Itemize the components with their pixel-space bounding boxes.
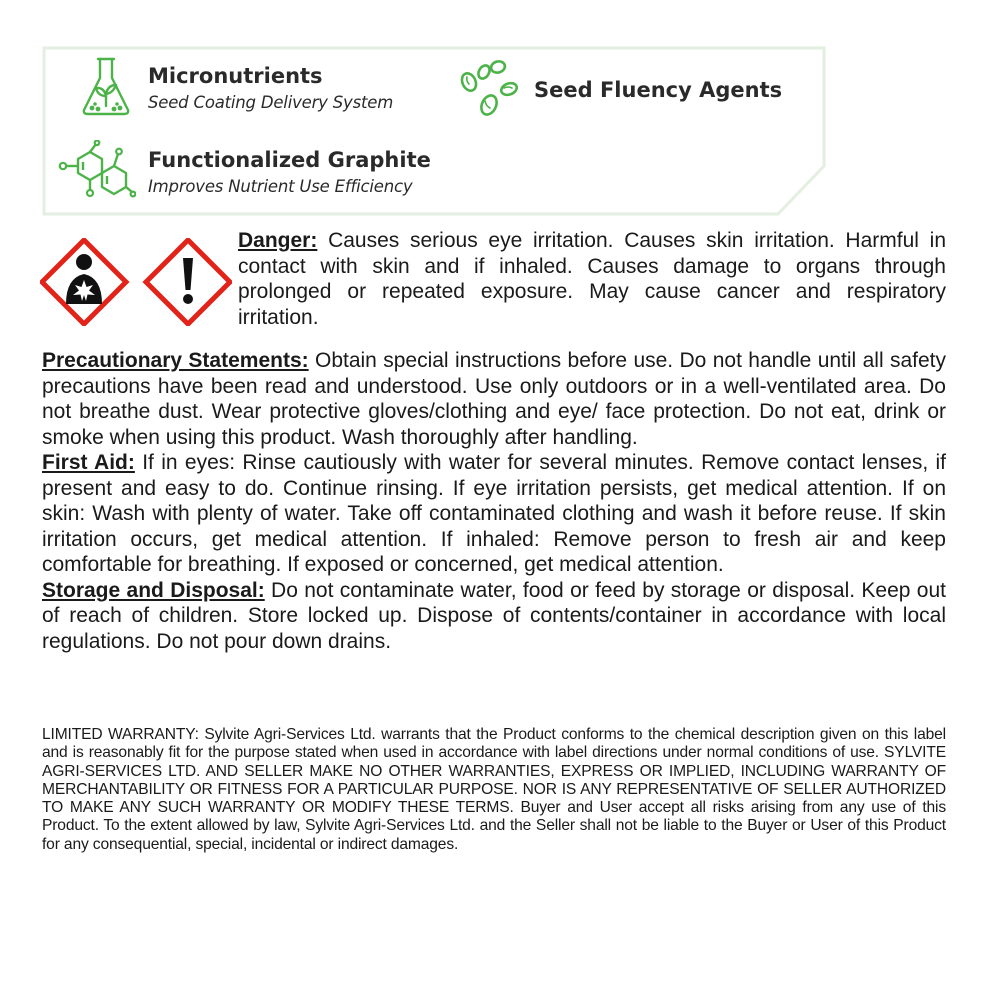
limited-warranty [42, 726, 946, 854]
graphite-title: Functionalized Graphite [148, 148, 431, 172]
danger-text: Causes serious eye irritation. Causes skin irritation. Harmful in contact with skin and if inhaled. Causes damage to organs through prolonged or repeated exposure. May cause cancer and respiratory irritation. [238, 229, 946, 329]
hazard-pictograms [40, 238, 232, 326]
danger-statement [238, 228, 946, 330]
first-aid-statement [42, 450, 946, 578]
safety-statements [42, 348, 946, 654]
first-aid-text: If in eyes: Rinse cautiously with water for several minutes. Remove contact lenses, if present and easy to do. Continue rinsing. If eye irritation persists, get medical attention. If on skin: Wash with plenty of water. Take off contaminated clothing and wash it before reuse. If skin irritation occurs, get medical attention. If inhaled: Remove person to fresh air and keep comfortable for breathing. If exposed or concerned, get medical attention. [42, 451, 946, 576]
first-aid-label: First Aid: [42, 451, 135, 474]
seed-fluency-title: Seed Fluency Agents [534, 78, 783, 102]
micronutrients-title: Micronutrients [148, 64, 323, 88]
exclamation-mark-icon [146, 240, 230, 324]
flask-sprout-icon [80, 56, 132, 118]
molecule-icon [56, 140, 136, 206]
graphite-subtitle: Improves Nutrient Use Efficiency [148, 177, 413, 196]
storage-text: Do not contaminate water, food or feed by storage or disposal. Keep out of reach of children. Store locked up. Dispose of contents/container in accordance with local regulations. Do not pour down drains. [42, 578, 946, 653]
danger-label: Danger: [238, 229, 318, 252]
storage-disposal-statement [42, 578, 946, 655]
health-hazard-icon [42, 240, 126, 324]
precautionary-text: Obtain special instructions before use. Do not handle until all safety precautions have been read and understood. Use only outdoors or in a well-ventilated area. Do not breathe dust. Wear protective gloves/clothing and eye/ face protection. Do not eat, drink or smoke when using this product. Wash thoroughly after handling. [42, 349, 946, 449]
storage-label: Storage and Disposal: [42, 578, 265, 602]
precautionary-statements [42, 348, 946, 450]
warranty-text: LIMITED WARRANTY: Sylvite Agri-Services Ltd. warrants that the Product conforms to the chemical description given on this label and is reasonably fit for the purpose stated when used in accordance with label directions under normal conditions of use. SYLVITE AGRI-SERVICES LTD. AND SELLER MAKE NO OTHER WARRANTIES, EXPRESS OR IMPLIED, INCLUDING WARRANTY OF MERCHANTABILITY OR FITNESS FOR A PARTICULAR PURPOSE. NOR IS ANY REPRESENTATIVE OF SELLER AUTHORIZED TO MAKE ANY SUCH WARRANTY OR MODIFY THESE TERMS. Buyer and User accept all risks arising from any use of this Product. To the extent allowed by law, Sylvite Agri-Services Ltd. and the Seller shall not be liable to the Buyer or User of this Product for any consequential, special, incidental or indirect damages. [42, 726, 946, 853]
precautionary-label: Precautionary Statements: [42, 349, 309, 372]
seeds-icon [456, 56, 528, 122]
micronutrients-subtitle: Seed Coating Delivery System [148, 93, 394, 112]
features-panel [42, 46, 826, 216]
